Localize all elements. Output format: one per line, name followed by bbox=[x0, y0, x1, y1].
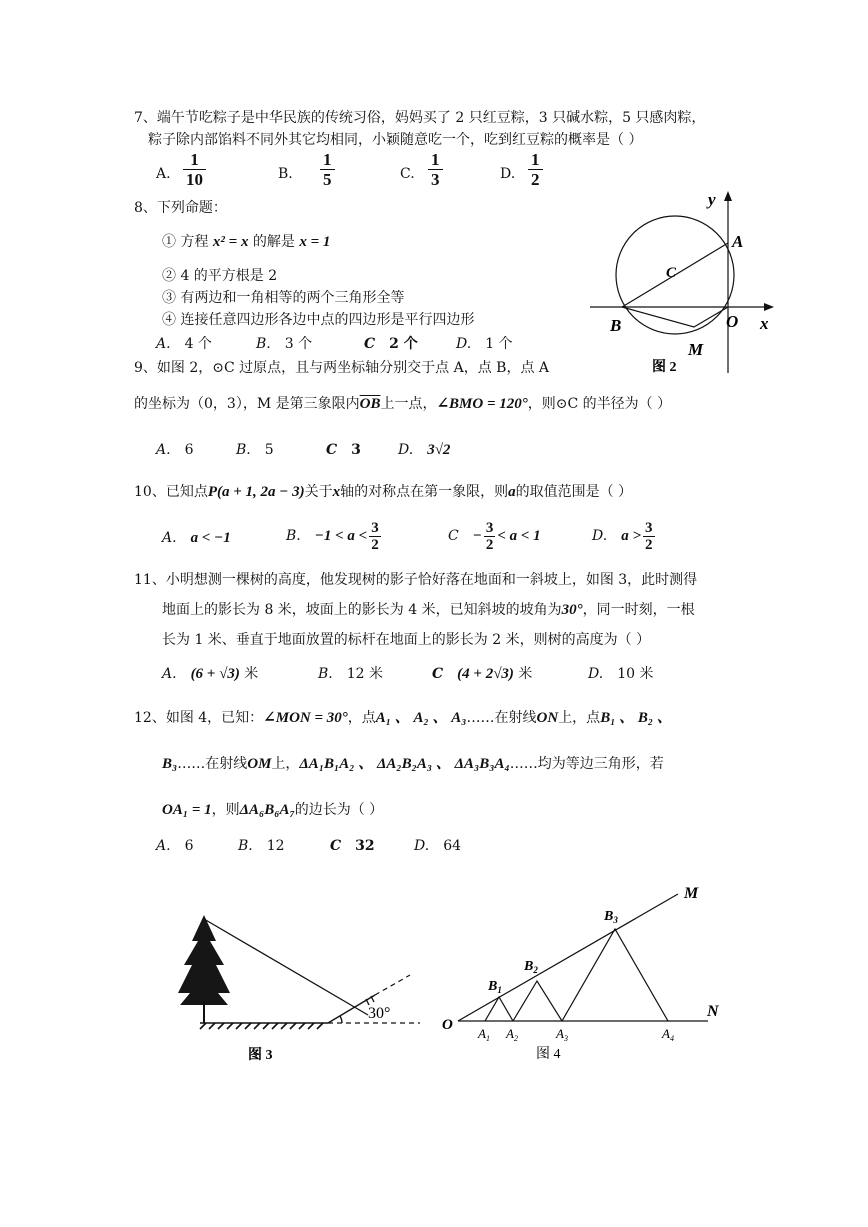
q9-option-c: C 3 bbox=[326, 442, 361, 458]
q12-option-d: D. 64 bbox=[414, 838, 462, 854]
q9-line2: 的坐标为（0，3），M 是第三象限内$\overline{OB}$上一点，∠BMO = 120°，则⊙C 的半径为（ ） bbox=[134, 396, 672, 412]
q7-option-c-key: C. bbox=[400, 166, 415, 182]
x-axis-arrow bbox=[764, 303, 774, 311]
q7-option-a-fraction: $\frac{1}{10}$ bbox=[183, 150, 206, 189]
q8-option-b: B. 3 个 bbox=[256, 336, 313, 352]
q10-option-c: C − $\frac{3}{2}$ < a < 1 bbox=[448, 519, 541, 553]
label-a3: $A_3$ bbox=[556, 1026, 568, 1043]
q9-option-d: D. 3√2 bbox=[398, 442, 451, 458]
label-a4: $A_4$ bbox=[662, 1026, 674, 1043]
q7-option-a-key: A. bbox=[156, 166, 171, 182]
q12-option-c: C 32 bbox=[330, 838, 375, 854]
q11-line2: 地面上的影长为 8 米，坡面上的影长为 4 米，已知斜坡的坡角为30°，同一时刻，一根 bbox=[162, 602, 695, 618]
label-x: x bbox=[760, 314, 769, 333]
label-b1: $B_1$ bbox=[488, 979, 502, 995]
q11-line1: 11、小明想测一棵树的高度，他发现树的影子恰好落在地面和一斜坡上，如图 3，此时测得 bbox=[134, 572, 698, 588]
q11-option-b: B. 12 米 bbox=[318, 666, 384, 682]
label-angle-30: 30° bbox=[368, 1005, 391, 1022]
figure-2 bbox=[580, 185, 780, 380]
q7-option-b-fraction: $\frac{1}{5}$ bbox=[320, 150, 335, 189]
q8-proposition-2: ② 4 的平方根是 2 bbox=[162, 268, 278, 284]
ground-hatching bbox=[200, 1023, 323, 1029]
q7-option-c-fraction: $\frac{1}{3}$ bbox=[428, 150, 443, 189]
q9-line1: 9、如图 2，⊙C 过原点，且与两坐标轴分别交于点 A，点 B，点 A bbox=[134, 360, 550, 376]
label-n: N bbox=[707, 1003, 719, 1020]
arc-ob: $\overline{OB}$ bbox=[359, 396, 381, 412]
q7-line2: 粽子除内部馅料不同外其它均相同，小颖随意吃一个，吃到红豆粽的概率是（ ） bbox=[148, 132, 643, 148]
figure-4 bbox=[440, 880, 740, 1065]
q12-option-b: B. 12 bbox=[238, 838, 285, 854]
label-a: A bbox=[732, 232, 744, 251]
q10-option-d: D. a > $\frac{3}{2}$ bbox=[592, 519, 653, 553]
label-m: M bbox=[688, 340, 704, 359]
q12-line1: 12、如图 4，已知：∠MON = 30°，点A₁ 、 A₂ 、 A₃……在射线ON上，点B₁ 、 B₂ 、 bbox=[134, 710, 672, 726]
q11-option-d: D. 10 米 bbox=[588, 666, 654, 682]
q9-option-b: B. 5 bbox=[236, 442, 274, 458]
caption-fig-2: 图 2 bbox=[652, 360, 677, 375]
label-b3: $B_3$ bbox=[604, 909, 618, 925]
label-a2: $A_2$ bbox=[506, 1026, 518, 1043]
triangle-a1b1a2 bbox=[485, 997, 513, 1021]
q11-line3: 长为 1 米、垂直于地面放置的标杆在地面上的影长为 2 米，则树的高度为（ ） bbox=[162, 632, 651, 648]
q11-option-a: A. (6 + √3) 米 bbox=[162, 666, 259, 682]
triangle-a3b3a4 bbox=[562, 929, 668, 1021]
q7-line1: 7、端午节吃粽子是中华民族的传统习俗，妈妈买了 2 只红豆粽，3 只碱水粽，5 只感肉粽， bbox=[134, 110, 706, 126]
triangle-a2b2a3 bbox=[513, 981, 562, 1021]
q9-option-a: A. 6 bbox=[156, 442, 194, 458]
q12-option-a: A. 6 bbox=[156, 838, 194, 854]
q8-option-d: D. 1 个 bbox=[456, 336, 513, 352]
q11-option-c: C (4 + 2√3) 米 bbox=[432, 666, 533, 682]
label-y: y bbox=[708, 190, 716, 209]
q8-proposition-3: ③ 有两边和一角相等的两个三角形全等 bbox=[162, 290, 405, 306]
sun-ray bbox=[204, 919, 368, 1015]
q8-stem: 8、下列命题： bbox=[134, 200, 227, 216]
label-a1: $A_1$ bbox=[478, 1026, 490, 1043]
label-b2: $B_2$ bbox=[524, 959, 538, 975]
q7-option-d-fraction: $\frac{1}{2}$ bbox=[528, 150, 543, 189]
slope-extension bbox=[375, 975, 410, 995]
q7-option-d-key: D. bbox=[500, 166, 516, 182]
caption-fig-4: 图 4 bbox=[536, 1047, 561, 1062]
ray-om bbox=[458, 894, 678, 1021]
q7-option-b-key: B. bbox=[278, 166, 293, 182]
label-o: O bbox=[726, 312, 739, 331]
chord-bmo bbox=[622, 307, 728, 327]
label-c: C bbox=[666, 265, 677, 281]
q10-stem: 10、已知点P(a + 1, 2a − 3)关于x轴的对称点在第一象限，则a的取值范围是（ ） bbox=[134, 484, 633, 500]
q12-line3: OA₁ = 1，则ΔA₆B₆A₇的边长为（ ） bbox=[162, 802, 384, 818]
q8-proposition-4: ④ 连接任意四边形各边中点的四边形是平行四边形 bbox=[162, 312, 475, 328]
q8-option-c: C 2 个 bbox=[364, 336, 418, 352]
label-o: O bbox=[442, 1017, 453, 1033]
tree-icon bbox=[178, 915, 230, 1023]
q12-line2: B₃……在射线OM上，ΔA₁B₁A₂ 、 ΔA₂B₂A₃ 、 ΔA₃B₃A₄……均为等边三角形，若 bbox=[162, 756, 664, 772]
figure-3 bbox=[170, 905, 430, 1065]
q10-option-a: A. a < −1 bbox=[162, 530, 231, 546]
label-b: B bbox=[610, 316, 622, 335]
q8-proposition-1: ① 方程 x² = x 的解是 x = 1 bbox=[162, 234, 331, 250]
label-m: M bbox=[684, 885, 699, 902]
y-axis-arrow bbox=[724, 191, 732, 201]
q8-option-a: A. 4 个 bbox=[156, 336, 212, 352]
slope-angle-mark bbox=[340, 1016, 342, 1023]
q10-option-b: B. −1 < a < $\frac{3}{2}$ bbox=[286, 519, 379, 553]
caption-fig-3: 图 3 bbox=[248, 1048, 273, 1063]
